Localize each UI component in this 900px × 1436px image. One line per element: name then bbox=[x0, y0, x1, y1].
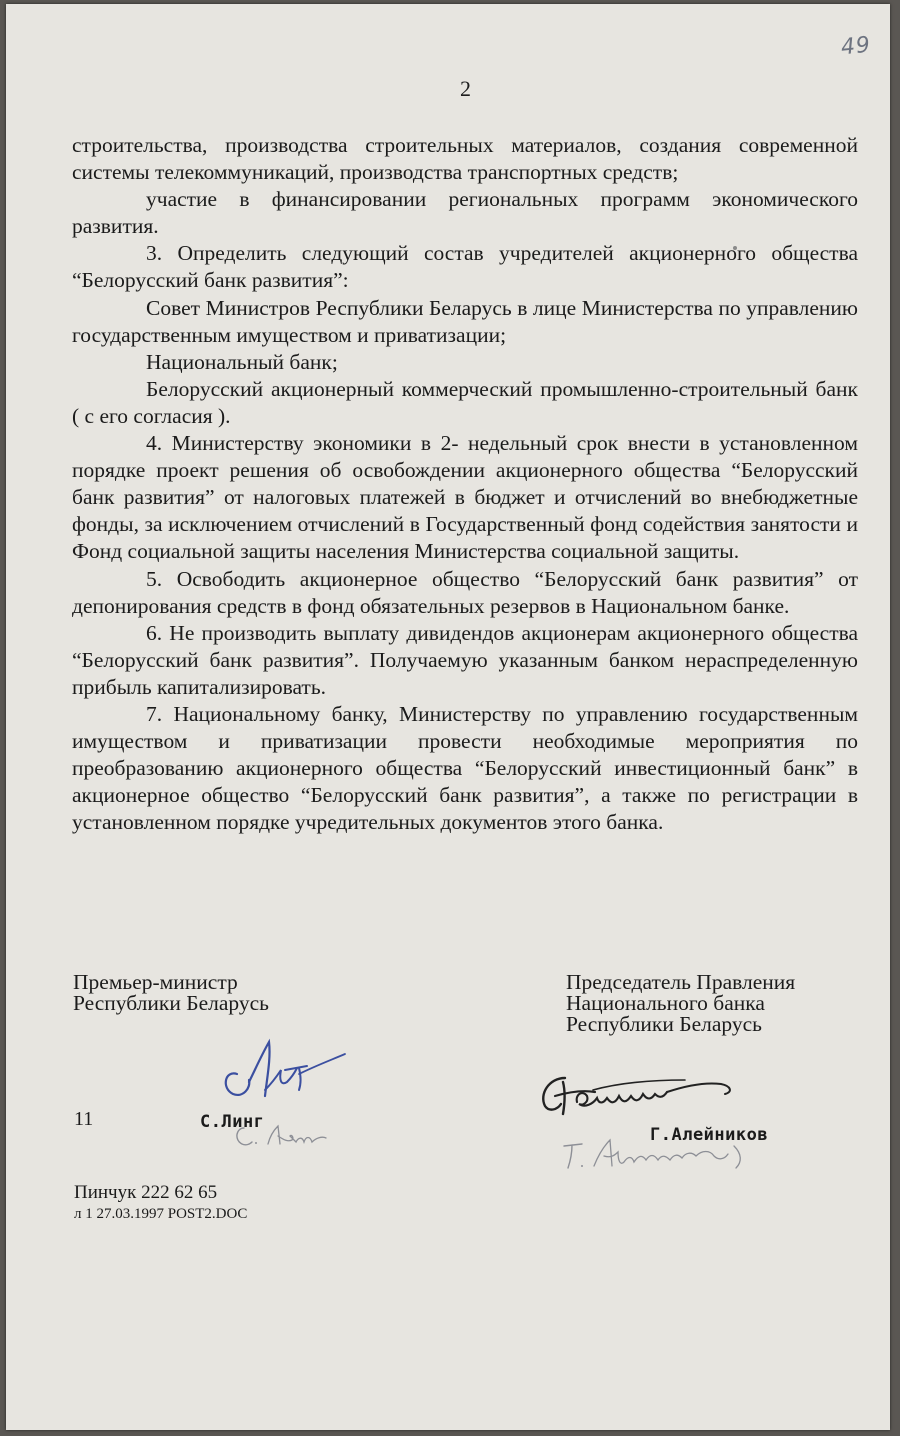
founder-belpromstroybank: Белорусский акционерный коммерческий промышленно-строительный банк ( с его согласия ). bbox=[72, 376, 858, 428]
document-footer bbox=[74, 1182, 247, 1224]
paragraph-item-3: 3. Определить следующий состав учредителей акционерного общества “Белорусский банк развития”: bbox=[72, 241, 858, 293]
paragraph-participation: участие в финансировании региональных программ экономического развития. bbox=[72, 187, 858, 239]
signature-right-image bbox=[535, 1068, 745, 1126]
signatory-right-title bbox=[566, 972, 795, 1035]
signature-left-image bbox=[215, 1030, 355, 1110]
paragraph-item-5: 5. Освободить акционерное общество “Белорусский банк развития” от депонирования средств в фонд обязательных резервов в Национальном банке. bbox=[72, 566, 858, 618]
signatory-left-typed-name: С.Линг bbox=[200, 1112, 265, 1132]
paragraph-continuation: строительства, производства строительных материалов, создания современной системы телекоммуникаций, производства транспортных средств; bbox=[72, 133, 858, 185]
signatory-left-title bbox=[73, 972, 269, 1014]
page-number: 2 bbox=[460, 76, 471, 101]
signatory-right-typed-name: Г.Алейников bbox=[650, 1125, 769, 1145]
signatory-right-title-line2: Национального банка bbox=[566, 991, 765, 1015]
copy-count: 11 bbox=[74, 1108, 94, 1130]
paragraph-item-4: 4. Министерству экономики в 2- недельный срок внести в установленном порядке проект решения об освобождении акционерного общества “Белорусский банк развития” от налоговых платежей в бюджет и отчислений во внебюджетные фонды, за исключением отчислений в Государственный фонд содействия занятости и Фонд социальной защиты населения Министерства социальной защиты. bbox=[72, 431, 858, 564]
archive-sheet-number: 49 bbox=[839, 32, 873, 61]
signatory-left-title-line2: Республики Беларусь bbox=[73, 991, 269, 1015]
signatory-right-title-line1: Председатель Правления bbox=[566, 970, 796, 994]
file-info-line: л 1 27.03.1997 POST2.DOC bbox=[74, 1206, 248, 1222]
founder-council-of-ministers: Совет Министров Республики Беларусь в лице Министерства по управлению государственным имуществом и приватизации; bbox=[72, 295, 858, 347]
executor-line: Пинчук 222 62 65 bbox=[74, 1182, 218, 1203]
document-body bbox=[72, 132, 858, 836]
founder-national-bank: Национальный банк; bbox=[146, 349, 338, 374]
signatory-left-title-line1: Премьер-министр bbox=[73, 970, 238, 994]
paragraph-item-7: 7. Национальному банку, Министерству по управлению государственным имуществом и приватизации провести необходимые мероприятия по преобразованию акционерного общества “Белорусский инвестиционный банк” в акционерное общество “Белорусский банк развития”, а также по регистрации в установленном порядке учредительных документов этого банка. bbox=[72, 701, 858, 835]
paragraph-item-6: 6. Не производить выплату дивидендов акционерам акционерного общества “Белорусский банк развития”. Получаемую указанным банком нераспределенную прибыль капитализировать. bbox=[72, 620, 858, 699]
signatory-right-title-line3: Республики Беларусь bbox=[566, 1012, 762, 1036]
